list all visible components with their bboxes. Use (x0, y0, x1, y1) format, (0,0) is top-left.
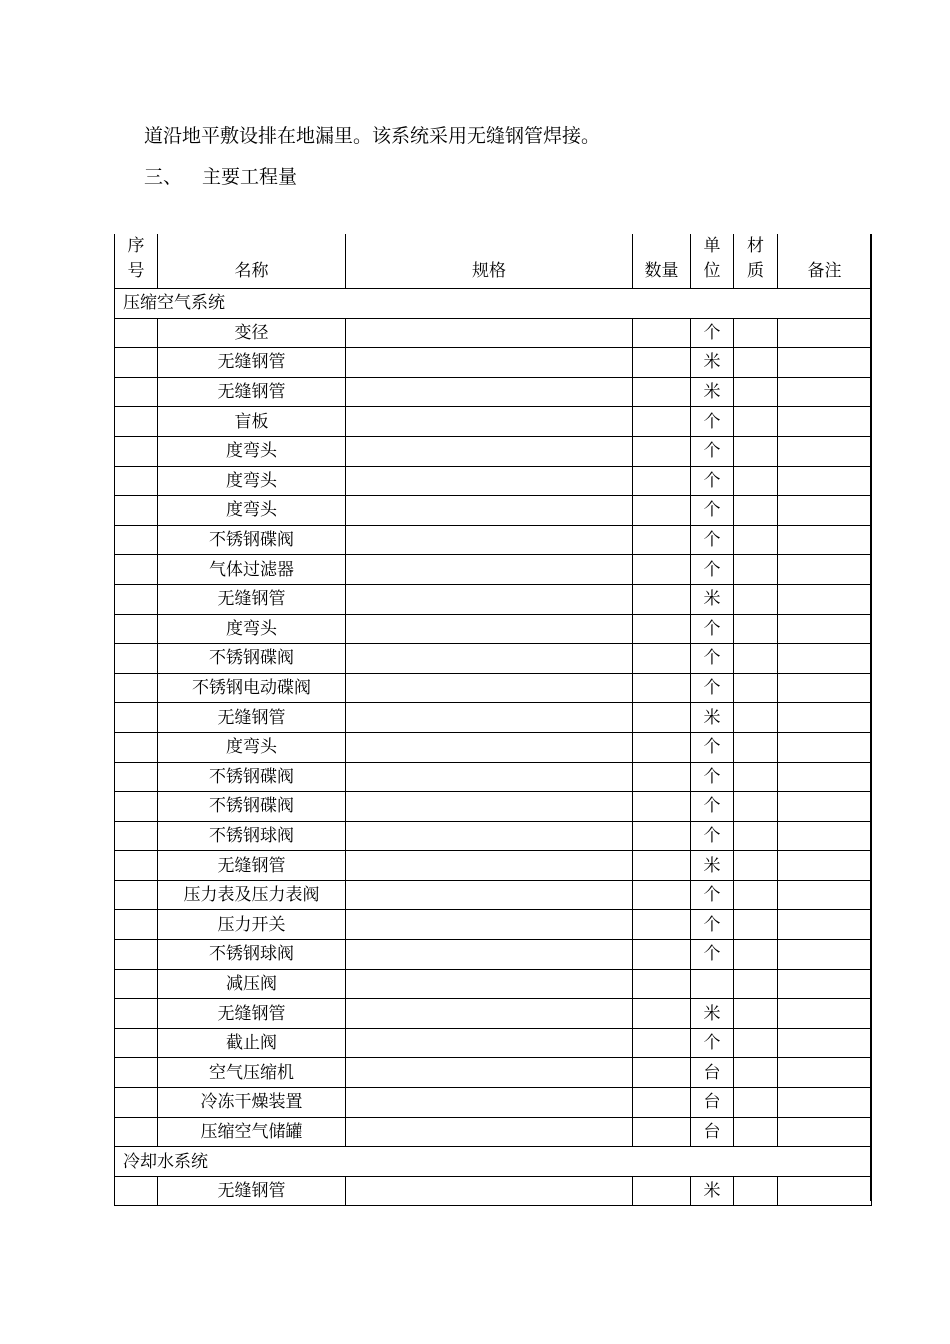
cell-remark (778, 940, 872, 970)
cell-name: 无缝钢管 (158, 851, 346, 881)
cell-material (734, 673, 778, 703)
cell-material (734, 614, 778, 644)
cell-qty (633, 673, 691, 703)
cell-material (734, 969, 778, 999)
table-row (115, 407, 872, 437)
cell-qty (633, 466, 691, 496)
table-row (115, 1117, 872, 1147)
cell-remark (778, 348, 872, 378)
cell-qty (633, 407, 691, 437)
cell-spec (346, 1088, 633, 1118)
cell-qty (633, 318, 691, 348)
table-right-border (870, 234, 872, 1201)
cell-name: 无缝钢管 (158, 999, 346, 1029)
header-remark: 备注 (778, 234, 872, 289)
header-name: 名称 (158, 234, 346, 289)
cell-unit: 个 (691, 910, 734, 940)
cell-material (734, 1176, 778, 1206)
cell-seq (115, 880, 158, 910)
cell-name: 度弯头 (158, 436, 346, 466)
table-row (115, 732, 872, 762)
section-number: 三、 (144, 166, 183, 188)
cell-remark (778, 703, 872, 733)
cell-spec (346, 880, 633, 910)
table-row (115, 644, 872, 674)
cell-qty (633, 880, 691, 910)
cell-material (734, 732, 778, 762)
section-title: 主要工程量 (202, 166, 298, 188)
cell-seq (115, 555, 158, 585)
cell-name: 度弯头 (158, 496, 346, 526)
cell-material (734, 555, 778, 585)
cell-name: 不锈钢球阀 (158, 940, 346, 970)
table-row (115, 584, 872, 614)
cell-material (734, 1088, 778, 1118)
cell-spec (346, 673, 633, 703)
cell-qty (633, 821, 691, 851)
cell-spec (346, 407, 633, 437)
cell-remark (778, 673, 872, 703)
cell-unit (691, 969, 734, 999)
cell-name: 无缝钢管 (158, 584, 346, 614)
header-spec: 规格 (346, 234, 633, 289)
cell-qty (633, 910, 691, 940)
cell-qty (633, 940, 691, 970)
cell-name: 度弯头 (158, 614, 346, 644)
cell-qty (633, 732, 691, 762)
cell-unit: 个 (691, 407, 734, 437)
cell-name: 空气压缩机 (158, 1058, 346, 1088)
cell-seq (115, 1176, 158, 1206)
section-title-cell: 冷却水系统 (115, 1147, 872, 1177)
section-row (115, 289, 872, 319)
cell-unit: 个 (691, 614, 734, 644)
table-row (115, 436, 872, 466)
cell-remark (778, 792, 872, 822)
cell-material (734, 377, 778, 407)
cell-name: 截止阀 (158, 1028, 346, 1058)
cell-spec (346, 1117, 633, 1147)
cell-name: 压缩空气储罐 (158, 1117, 346, 1147)
cell-unit: 个 (691, 466, 734, 496)
cell-qty (633, 703, 691, 733)
cell-material (734, 821, 778, 851)
cell-material (734, 703, 778, 733)
cell-seq (115, 851, 158, 881)
cell-seq (115, 1117, 158, 1147)
cell-seq (115, 703, 158, 733)
cell-seq (115, 436, 158, 466)
cell-remark (778, 1088, 872, 1118)
cell-seq (115, 821, 158, 851)
quantity-table (114, 234, 872, 1206)
cell-seq (115, 762, 158, 792)
table-header-row (115, 234, 872, 289)
table-row (115, 880, 872, 910)
cell-seq (115, 614, 158, 644)
cell-unit: 个 (691, 821, 734, 851)
cell-spec (346, 999, 633, 1029)
cell-spec (346, 348, 633, 378)
cell-qty (633, 1058, 691, 1088)
table-row (115, 851, 872, 881)
cell-unit: 米 (691, 1176, 734, 1206)
table-row (115, 821, 872, 851)
cell-qty (633, 969, 691, 999)
cell-seq (115, 732, 158, 762)
table-row (115, 910, 872, 940)
cell-material (734, 407, 778, 437)
cell-name: 度弯头 (158, 466, 346, 496)
table-row (115, 1176, 872, 1206)
cell-material (734, 762, 778, 792)
cell-name: 盲板 (158, 407, 346, 437)
cell-seq (115, 969, 158, 999)
cell-spec (346, 703, 633, 733)
cell-name: 气体过滤器 (158, 555, 346, 585)
table-row (115, 1058, 872, 1088)
cell-spec (346, 732, 633, 762)
cell-remark (778, 910, 872, 940)
header-unit: 单 位 (691, 234, 734, 289)
section-title-cell: 压缩空气系统 (115, 289, 872, 319)
cell-name: 不锈钢碟阀 (158, 525, 346, 555)
cell-remark (778, 1028, 872, 1058)
cell-name: 压力开关 (158, 910, 346, 940)
cell-seq (115, 318, 158, 348)
table-row (115, 703, 872, 733)
header-seq: 序 号 (115, 234, 158, 289)
cell-spec (346, 792, 633, 822)
header-qty: 数量 (633, 234, 691, 289)
cell-spec (346, 762, 633, 792)
cell-seq (115, 673, 158, 703)
table-row (115, 525, 872, 555)
table-row (115, 673, 872, 703)
cell-qty (633, 762, 691, 792)
cell-name: 度弯头 (158, 732, 346, 762)
cell-qty (633, 644, 691, 674)
cell-spec (346, 1028, 633, 1058)
cell-unit: 个 (691, 940, 734, 970)
cell-material (734, 348, 778, 378)
table-row (115, 377, 872, 407)
cell-name: 无缝钢管 (158, 348, 346, 378)
cell-spec (346, 466, 633, 496)
cell-name: 不锈钢球阀 (158, 821, 346, 851)
cell-material (734, 436, 778, 466)
cell-unit: 个 (691, 880, 734, 910)
cell-spec (346, 969, 633, 999)
cell-unit: 个 (691, 318, 734, 348)
cell-spec (346, 525, 633, 555)
cell-spec (346, 436, 633, 466)
cell-remark (778, 407, 872, 437)
cell-seq (115, 377, 158, 407)
cell-seq (115, 792, 158, 822)
cell-material (734, 466, 778, 496)
cell-material (734, 999, 778, 1029)
cell-material (734, 792, 778, 822)
cell-unit: 米 (691, 377, 734, 407)
cell-material (734, 1058, 778, 1088)
cell-remark (778, 525, 872, 555)
cell-remark (778, 436, 872, 466)
cell-seq (115, 940, 158, 970)
cell-qty (633, 851, 691, 881)
cell-seq (115, 644, 158, 674)
cell-name: 不锈钢碟阀 (158, 644, 346, 674)
cell-qty (633, 792, 691, 822)
cell-remark (778, 584, 872, 614)
cell-spec (346, 584, 633, 614)
cell-spec (346, 821, 633, 851)
cell-remark (778, 1058, 872, 1088)
cell-qty (633, 525, 691, 555)
cell-qty (633, 999, 691, 1029)
cell-material (734, 910, 778, 940)
cell-remark (778, 1117, 872, 1147)
cell-spec (346, 940, 633, 970)
cell-name: 无缝钢管 (158, 1176, 346, 1206)
cell-remark (778, 496, 872, 526)
cell-remark (778, 555, 872, 585)
cell-material (734, 1117, 778, 1147)
table-row (115, 614, 872, 644)
cell-name: 不锈钢碟阀 (158, 792, 346, 822)
cell-unit: 个 (691, 436, 734, 466)
cell-remark (778, 732, 872, 762)
table-row (115, 762, 872, 792)
cell-seq (115, 1058, 158, 1088)
cell-unit: 台 (691, 1058, 734, 1088)
cell-spec (346, 910, 633, 940)
cell-seq (115, 496, 158, 526)
cell-name: 不锈钢碟阀 (158, 762, 346, 792)
cell-spec (346, 1058, 633, 1088)
cell-name: 压力表及压力表阀 (158, 880, 346, 910)
cell-qty (633, 614, 691, 644)
cell-unit: 米 (691, 584, 734, 614)
cell-remark (778, 762, 872, 792)
cell-qty (633, 584, 691, 614)
table-row (115, 792, 872, 822)
cell-material (734, 644, 778, 674)
cell-spec (346, 377, 633, 407)
table-row (115, 318, 872, 348)
cell-spec (346, 555, 633, 585)
cell-unit: 个 (691, 673, 734, 703)
cell-remark (778, 614, 872, 644)
section-row (115, 1147, 872, 1177)
cell-qty (633, 1088, 691, 1118)
cell-name: 无缝钢管 (158, 377, 346, 407)
table-row (115, 969, 872, 999)
cell-qty (633, 1028, 691, 1058)
cell-remark (778, 466, 872, 496)
cell-name: 不锈钢电动碟阀 (158, 673, 346, 703)
table-row (115, 999, 872, 1029)
cell-material (734, 584, 778, 614)
header-material: 材 质 (734, 234, 778, 289)
cell-remark (778, 999, 872, 1029)
table-row (115, 555, 872, 585)
cell-remark (778, 851, 872, 881)
cell-unit: 台 (691, 1117, 734, 1147)
cell-unit: 个 (691, 1028, 734, 1058)
cell-name: 变径 (158, 318, 346, 348)
cell-qty (633, 1117, 691, 1147)
cell-qty (633, 436, 691, 466)
cell-remark (778, 377, 872, 407)
cell-unit: 米 (691, 851, 734, 881)
cell-seq (115, 348, 158, 378)
cell-remark (778, 969, 872, 999)
cell-unit: 米 (691, 348, 734, 378)
cell-unit: 个 (691, 732, 734, 762)
cell-qty (633, 377, 691, 407)
cell-remark (778, 644, 872, 674)
cell-material (734, 525, 778, 555)
cell-unit: 个 (691, 555, 734, 585)
table-row (115, 1088, 872, 1118)
cell-spec (346, 1176, 633, 1206)
cell-unit: 个 (691, 496, 734, 526)
cell-material (734, 1028, 778, 1058)
cell-name: 减压阀 (158, 969, 346, 999)
cell-qty (633, 496, 691, 526)
cell-unit: 个 (691, 644, 734, 674)
cell-seq (115, 1028, 158, 1058)
table-row (115, 466, 872, 496)
cell-seq (115, 407, 158, 437)
cell-remark (778, 318, 872, 348)
table-row (115, 940, 872, 970)
cell-unit: 个 (691, 792, 734, 822)
cell-material (734, 940, 778, 970)
cell-seq (115, 1088, 158, 1118)
section-heading (144, 162, 297, 189)
table-row (115, 496, 872, 526)
table-row (115, 1028, 872, 1058)
cell-unit: 米 (691, 703, 734, 733)
cell-remark (778, 1176, 872, 1206)
cell-spec (346, 851, 633, 881)
cell-spec (346, 318, 633, 348)
cell-material (734, 318, 778, 348)
cell-remark (778, 821, 872, 851)
cell-spec (346, 644, 633, 674)
cell-spec (346, 496, 633, 526)
cell-seq (115, 525, 158, 555)
cell-qty (633, 1176, 691, 1206)
cell-name: 无缝钢管 (158, 703, 346, 733)
cell-material (734, 851, 778, 881)
cell-remark (778, 880, 872, 910)
cell-unit: 米 (691, 999, 734, 1029)
cell-material (734, 496, 778, 526)
cell-unit: 台 (691, 1088, 734, 1118)
cell-name: 冷冻干燥装置 (158, 1088, 346, 1118)
cell-unit: 个 (691, 762, 734, 792)
cell-material (734, 880, 778, 910)
cell-seq (115, 999, 158, 1029)
cell-seq (115, 910, 158, 940)
cell-qty (633, 555, 691, 585)
cell-spec (346, 614, 633, 644)
cell-seq (115, 584, 158, 614)
body-paragraph: 道沿地平敷设排在地漏里。该系统采用无缝钢管焊接。 (144, 125, 601, 147)
table-row (115, 348, 872, 378)
cell-unit: 个 (691, 525, 734, 555)
cell-seq (115, 466, 158, 496)
cell-qty (633, 348, 691, 378)
